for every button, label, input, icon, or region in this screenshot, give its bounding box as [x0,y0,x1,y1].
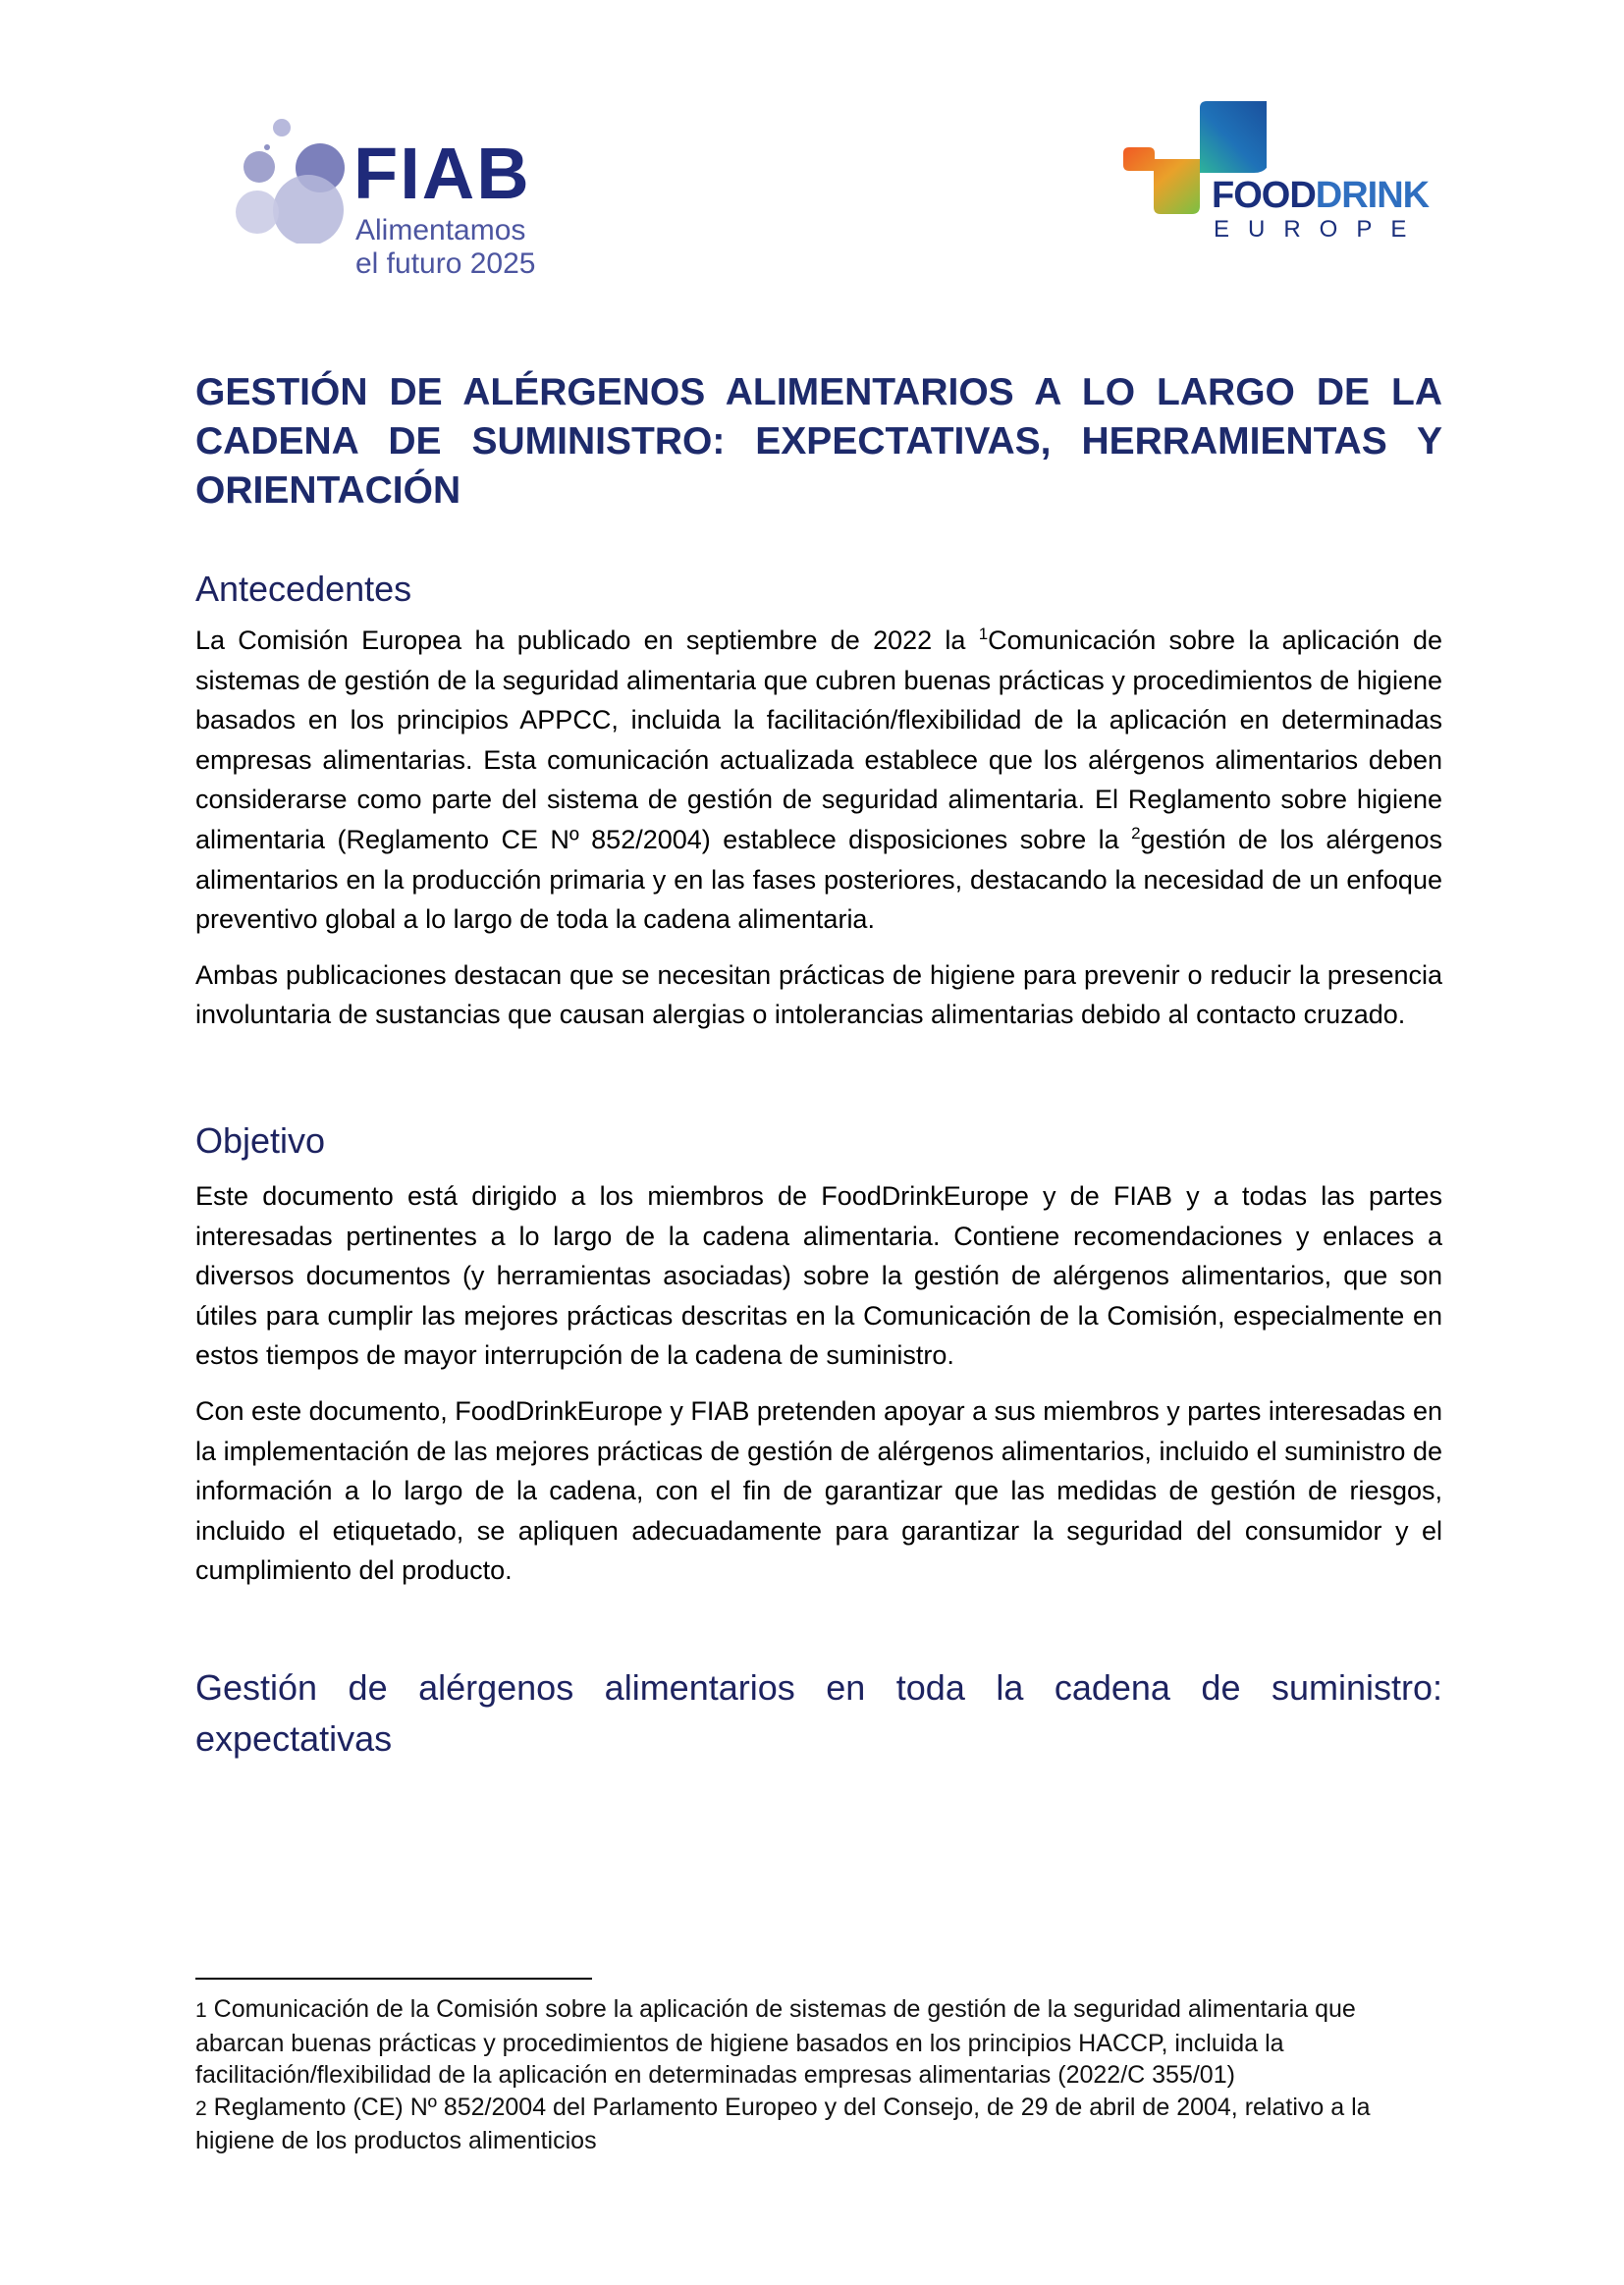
fooddrinkeurope-subtitle: EUROPE [1214,216,1426,243]
footnote-text: Comunicación de la Comisión sobre la aplicación de sistemas de gestión de la seguridad alimentaria que abarcan buenas prácticas y procedimientos de higiene basados en los principios HACCP, incluida la facilitación/flexibilidad de la aplicación en determinadas empresas alimentarias (2022/C 355/01) [195,1995,1356,2089]
fiab-tagline [355,214,535,281]
fiab-tagline-line2: el futuro 2025 [355,247,536,280]
paragraph-antecedentes-1 [195,621,1442,940]
footnote-number: 2 [195,2096,207,2120]
paragraph-objetivo-1: Este documento está dirigido a los miembros de FoodDrinkEurope y de FIAB y a todas las partes interesadas pertinentes a lo largo de la cadena alimentaria. Contiene recomendaciones y enlaces a diversos documentos (y herramientas asociadas) sobre la gestión de alérgenos alimentarios, que son útiles para cumplir las mejores prácticas descritas en la Comunicación de la Comisión, especialmente en estos tiempos de mayor interrupción de la cadena de suministro. [195,1180,1442,1371]
heading-objetivo: Objetivo [195,1119,326,1161]
heading-gestion-expectativas: Gestión de alérgenos alimentarios en toda la cadena de suministro: expectativas [195,1666,1442,1759]
paragraph-antecedentes-2: Ambas publicaciones destacan que se necesitan prácticas de higiene para prevenir o reducir la presencia involuntaria de sustancias que causan alergias o intolerancias alimentarias debido al contacto cruzado. [195,959,1442,1030]
heading-antecedentes: Antecedentes [195,569,412,609]
fiab-logo [228,116,581,283]
fooddrinkeurope-logo [1119,98,1443,245]
fooddrinkeurope-name-food: FOOD [1212,175,1316,216]
document-body [195,368,1442,1765]
text-segment: gestión de los alérgenos alimentarios en la producción primaria y en las fases posteriores, destacando la necesidad de un enfoque preventivo global a lo largo de toda la cadena alimentaria. [195,824,1442,935]
footnotes [195,1978,1442,2157]
text-segment: Comunicación sobre la aplicación de sistemas de gestión de la seguridad alimentaria que cubren buenas prácticas y procedimientos de higiene basados en los principios APPCC, incluida la facilitación/flexibilidad de la aplicación en determinadas empresas alimentarias. Esta comunicación actualizada establece que los alérgenos alimentarios deben considerarse como parte del sistema de gestión de seguridad alimentaria. El Reglamento sobre higiene alimentaria (Reglamento CE Nº 852/2004) establece disposiciones sobre la [195,626,1442,854]
fooddrinkeurope-name-drink: DRINK [1315,175,1430,216]
footnote-2 [195,2092,1442,2157]
footnote-ref-2[interactable]: 2 [1131,823,1141,843]
fiab-tagline-line1: Alimentamos [355,214,526,246]
paragraph-objetivo-2: Con este documento, FoodDrinkEurope y FIAB pretenden apoyar a sus miembros y partes interesadas en la implementación de las mejores prácticas de gestión de alérgenos alimentarios, incluido el suministro de información a lo largo de la cadena, con el fin de garantizar que las medidas de gestión de riesgos, incluido el etiquetado, se apliquen adecuadamente para garantizar la seguridad del consumidor y el cumplimiento del producto. [195,1395,1442,1586]
footnote-ref-1[interactable]: 1 [978,625,989,643]
text-segment: La Comisión Europea ha publicado en septiembre de 2022 la [195,626,979,655]
footnote-number: 1 [195,1999,207,2022]
fooddrinkeurope-name [1212,177,1429,214]
footnote-separator [195,1978,592,1980]
footnote-text: Reglamento (CE) Nº 852/2004 del Parlamento Europeo y del Consejo, de 29 de abril de 2004, relativo a la higiene de los productos alimenticios [195,2093,1371,2154]
document-title: GESTIÓN DE ALÉRGENOS ALIMENTARIOS A LO LARGO DE LA CADENA DE SUMINISTRO: EXPECTATIVAS, HERRAMIENTAS Y ORIENTACIÓN [195,371,1442,512]
footnote-1 [195,1993,1442,2092]
fiab-name: FIAB [353,133,531,214]
fiab-bubbles-icon [228,116,346,244]
